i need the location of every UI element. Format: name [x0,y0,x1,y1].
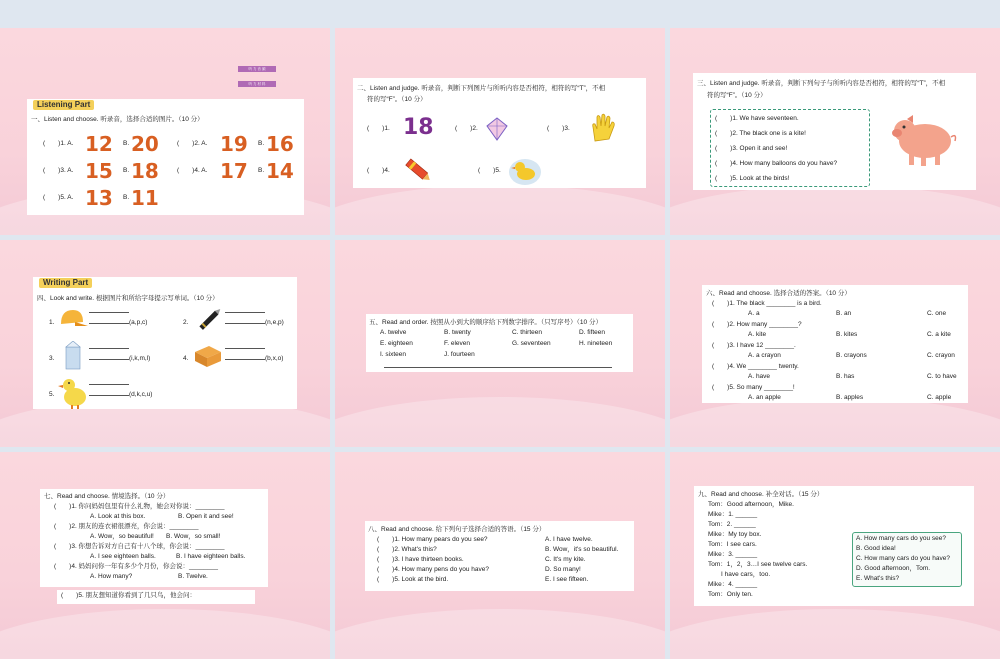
q1-label: ( )1. A. [43,140,74,147]
answer-c: C. It's my kite. [545,556,586,563]
section-three-card [693,73,976,190]
q5-text: ( )5. Look at the bird. [377,576,449,583]
q4-b: B. Twelve. [178,573,208,580]
q4-text: ( )4. We ________ twenty. [712,363,799,370]
section-four-card [33,277,297,409]
dialog-line-3: Tom：2. ______ [708,521,756,528]
q3-option-a: 15 [85,159,113,183]
q2-text: ( )2. What's this? [377,546,437,553]
q1-a: A. a [748,310,760,317]
item1-hint: (a,p,c) [129,319,148,326]
kite-icon [485,116,511,142]
item5-blank-2[interactable] [89,395,129,396]
section-heading-line2: 符的写“F”。（10 分） [707,92,767,99]
item4-label: ( )4. [367,167,390,174]
word-h: H. nineteen [579,340,613,347]
option-d: D. Good afternoon，Tom. [856,565,931,572]
item3-number: 3. [49,355,55,362]
q5-b: B. apples [836,394,864,401]
q2-b: B. kites [836,331,858,338]
q1-b-label: B. [123,140,130,147]
word-a: A. twelve [380,329,407,336]
slide-reading-9[interactable] [670,452,1000,659]
q2-option-a: 19 [220,132,248,156]
script-tag[interactable]: 听 力 材 料 [238,81,276,87]
cap-icon [57,308,89,332]
q1-text: ( )1. How many pears do you see? [377,536,488,543]
q2-label: ( )2. A. [177,140,208,147]
q3-b: B. crayons [836,352,867,359]
q1-c: C. one [927,310,947,317]
option-c: C. How many cars do you have? [856,555,950,562]
q3-text: ( )3. I have thirteen books. [377,556,464,563]
q1-option-a: 12 [85,132,113,156]
q2-text: ( )2. How many ________? [712,321,802,328]
section-heading: 一、Listen and choose. 听录音，选择合适的图片。（10 分） [31,116,204,123]
section-eight-card [365,521,634,591]
writing-part-title: Writing Part [39,278,92,288]
dialog-line-10: Tom：Only ten. [708,591,753,598]
q2-c: C. a kite [927,331,951,338]
section-seven-card [40,489,268,587]
q1-b: B. an [836,310,852,317]
q2-a: A. kite [748,331,767,338]
q5-label: ( )5. A. [43,194,74,201]
q4-a: A. How many? [90,573,133,580]
pig-icon [891,109,959,169]
item5-hint: (d,k,c,u) [129,391,153,398]
answer-b: B. Wow，it's so beautiful. [545,546,619,553]
q2-text: ( )2. 朋友的连衣裙很漂亮，你会说：________ [54,523,199,530]
section-six-card [702,285,968,403]
section-five-card [366,314,633,372]
q5-c: C. apple [927,394,952,401]
hand-icon [589,113,617,143]
item2-number: 2. [183,319,189,326]
q5-text: ( )5. 朋友想知道你看到了几只鸟，他会问： [61,592,197,599]
item3-label: ( )3. [547,125,570,132]
q1-b: B. Open it and see! [178,513,234,520]
section-heading: 四、Look and write. 根据图片和所给字母提示写单词。（10 分） [37,295,219,302]
q2-b: B. Wow，so small! [166,533,221,540]
section-heading: 八、Read and choose. 给下列句子选择合适的答语。（15 分） [368,526,546,533]
q1-option-b: 20 [131,132,159,156]
item2-blank-2[interactable] [225,323,265,324]
section-heading-line2: 符的写“F”。（10 分） [367,96,427,103]
q1-a: A. Look at this box. [90,513,146,520]
answer-e: E. I see fifteen. [545,576,589,583]
dialog-line-2: Mike：1. ______ [708,511,758,518]
item5-number: 5. [49,391,55,398]
sentence-1: ( )1. We have seventeen. [715,115,799,122]
box-icon [193,342,223,368]
sentence-3: ( )3. Open it and see! [715,145,788,152]
word-j: J. fourteen [444,351,475,358]
q3-text: ( )3. 你想告诉对方自己有十八个球，你会说：________ [54,543,225,550]
dialog-line-9: Mike：4. ______ [708,581,758,588]
answer-d: D. So many! [545,566,581,573]
item5-label: ( )5. [478,167,501,174]
item4-number: 4. [183,355,189,362]
q4-c: C. to have [927,373,957,380]
q4-text: ( )4. 妈妈问你一年有多少个月份，你会说：________ [54,563,218,570]
q5-option-b: 11 [131,186,159,210]
listening-part-title: Listening Part [33,100,94,110]
q3-a: A. a crayon [748,352,781,359]
item4-blank-1[interactable] [225,348,265,349]
option-a: A. How many cars do you see? [856,535,946,542]
dialog-line-6: Mike：3. ______ [708,551,758,558]
option-e: E. What's this? [856,575,900,582]
q3-option-b: 18 [131,159,159,183]
slide-writing-4[interactable] [0,240,330,447]
answer-a: A. I have twelve. [545,536,593,543]
section-heading: 九、Read and choose. 补全对话。（15 分） [698,491,824,498]
dialog-line-4: Mike：My toy box. [708,531,762,538]
duck-icon [57,375,89,409]
q4-text: ( )4. How many pens do you have? [377,566,489,573]
crayon-icon [403,156,435,186]
q4-a: A. have [748,373,771,380]
item3-blank-2[interactable] [89,359,129,360]
slide-listening-3[interactable] [670,28,1000,235]
word-e: E. eighteen [380,340,413,347]
section-heading-line1: 三、Listen and judge. 听录音，判断下列句子与所听内容是否相符，相符的写“T”，不相 [697,80,946,87]
duck-icon [508,156,542,186]
word-b: B. twenty [444,329,471,336]
q1-text: ( )1. 你问妈妈包里有什么礼物，她会对你说：________ [54,503,225,510]
number-18-picture: 18 [403,115,434,140]
q4-option-b: 14 [266,159,294,183]
word-d: D. fifteen [579,329,606,336]
q1-text: ( )1. The black ________ is a bird. [712,300,822,307]
dialog-line-8: I have cars，too. [708,571,771,578]
slide-listening-1[interactable] [0,28,330,235]
q2-option-b: 16 [266,132,294,156]
word-f: F. eleven [444,340,471,347]
answer-line[interactable] [384,367,612,368]
q2-a: A. Wow，so beautiful! [90,533,154,540]
q3-text: ( )3. I have 12 ________. [712,342,796,349]
slide-reading-7[interactable] [0,452,330,659]
q2-b-label: B. [258,140,265,147]
q3-b: B. I have eighteen balls. [176,553,246,560]
item2-blank-1[interactable] [225,312,265,313]
item3-blank-1[interactable] [89,348,129,349]
section-heading: 五、Read and order. 按照从小到大的顺序给下列数字排序。（只写序号）（10 分） [369,319,602,326]
dialog-line-7: Tom：1，2，3…I see twelve cars. [708,561,808,568]
slide-reading-6[interactable] [670,240,1000,447]
section-heading-line1: 二、Listen and judge. 听录音，判断下列图片与所听内容是否相符，相符的写“T”，不相 [357,85,606,92]
audio-tag[interactable]: 听 力 音 频 [238,66,276,72]
item1-number: 1. [49,319,55,326]
sentence-2: ( )2. The black one is a kite! [715,130,806,137]
section-nine-card [694,486,974,606]
item5-blank-1[interactable] [89,384,129,385]
q3-label: ( )3. A. [43,167,74,174]
q5-a: A. an apple [748,394,781,401]
pen-icon [195,307,225,333]
item1-blank-2[interactable] [89,323,129,324]
q5-option-a: 13 [85,186,113,210]
item2-hint: (n,e,p) [265,319,284,326]
slide-reading-5[interactable] [335,240,665,447]
q3-c: C. crayon [927,352,955,359]
milk-icon [61,341,87,371]
section-two-card [353,78,646,188]
slide-reading-8[interactable] [335,452,665,659]
q4-option-a: 17 [220,159,248,183]
q5-b-label: B. [123,194,130,201]
word-i: I. sixteen [380,351,407,358]
q5-text: ( )5. So many ________! [712,384,795,391]
sentence-5: ( )5. Look at the birds! [715,175,790,182]
item4-hint: (b,x,o) [265,355,284,362]
slide-listening-2[interactable] [335,28,665,235]
item4-blank-2[interactable] [225,359,265,360]
section-seven-q5-card [57,590,255,604]
word-c: C. thirteen [512,329,542,336]
q3-a: A. I see eighteen balls. [90,553,156,560]
item2-label: ( )2. [455,125,478,132]
dialog-line-1: Tom：Good afternoon，Mike. [708,501,794,508]
q4-b: B. has [836,373,855,380]
item3-hint: (i,k,m,l) [129,355,151,362]
option-b: B. Good idea! [856,545,896,552]
sentence-4: ( )4. How many balloons do you have? [715,160,838,167]
word-g: G. seventeen [512,340,551,347]
dialog-line-5: Tom：I see cars. [708,541,757,548]
section-heading: 六、Read and choose. 选择合适的答案。（10 分） [706,290,851,297]
q4-b-label: B. [258,167,265,174]
q3-b-label: B. [123,167,130,174]
q4-label: ( )4. A. [177,167,208,174]
item1-blank-1[interactable] [89,312,129,313]
item1-label: ( )1. [367,125,390,132]
section-heading: 七、Read and choose. 情境选择。（10 分） [44,493,170,500]
section-one-card [27,99,304,215]
